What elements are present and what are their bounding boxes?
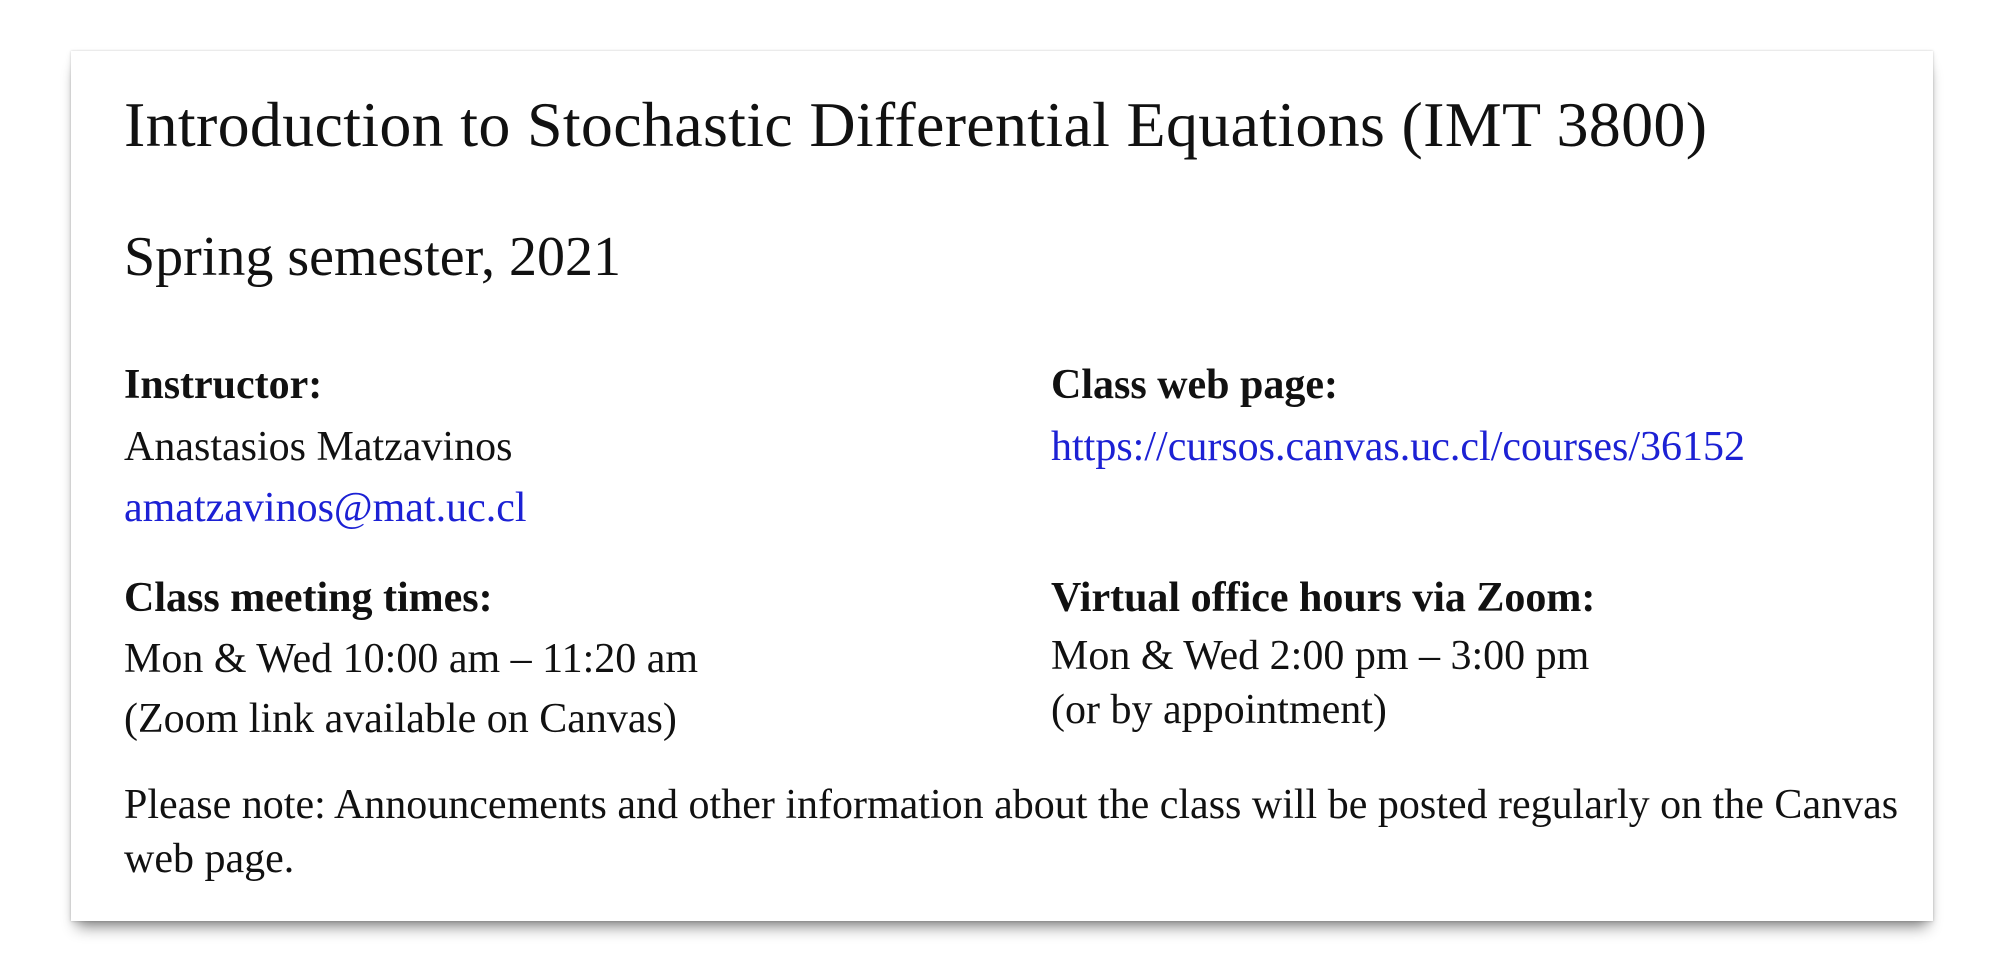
office-hours-value: Mon & Wed 2:00 pm – 3:00 pm [1051, 633, 1590, 679]
semester-subtitle: Spring semester, 2021 [124, 226, 622, 288]
meeting-times-label: Class meeting times: [124, 575, 493, 621]
office-hours-note: (or by appointment) [1051, 687, 1387, 733]
announcement-note: Please note: Announcements and other information about the class will be posted regularly on the Canvas web page. [124, 782, 1899, 882]
class-web-page-link[interactable]: https://cursos.canvas.uc.cl/courses/36152 [1051, 424, 1746, 470]
web-page-label: Class web page: [1051, 362, 1339, 408]
syllabus-card [71, 51, 1933, 921]
meeting-times-value: Mon & Wed 10:00 am – 11:20 am [124, 636, 699, 682]
meeting-zoom-note: (Zoom link available on Canvas) [124, 696, 677, 742]
instructor-name: Anastasios Matzavinos [124, 424, 513, 470]
course-title: Introduction to Stochastic Differential Equations (IMT 3800) [124, 89, 1708, 160]
instructor-email-link[interactable]: amatzavinos@mat.uc.cl [124, 485, 527, 531]
office-hours-label: Virtual office hours via Zoom: [1051, 575, 1596, 621]
instructor-label: Instructor: [124, 362, 323, 408]
